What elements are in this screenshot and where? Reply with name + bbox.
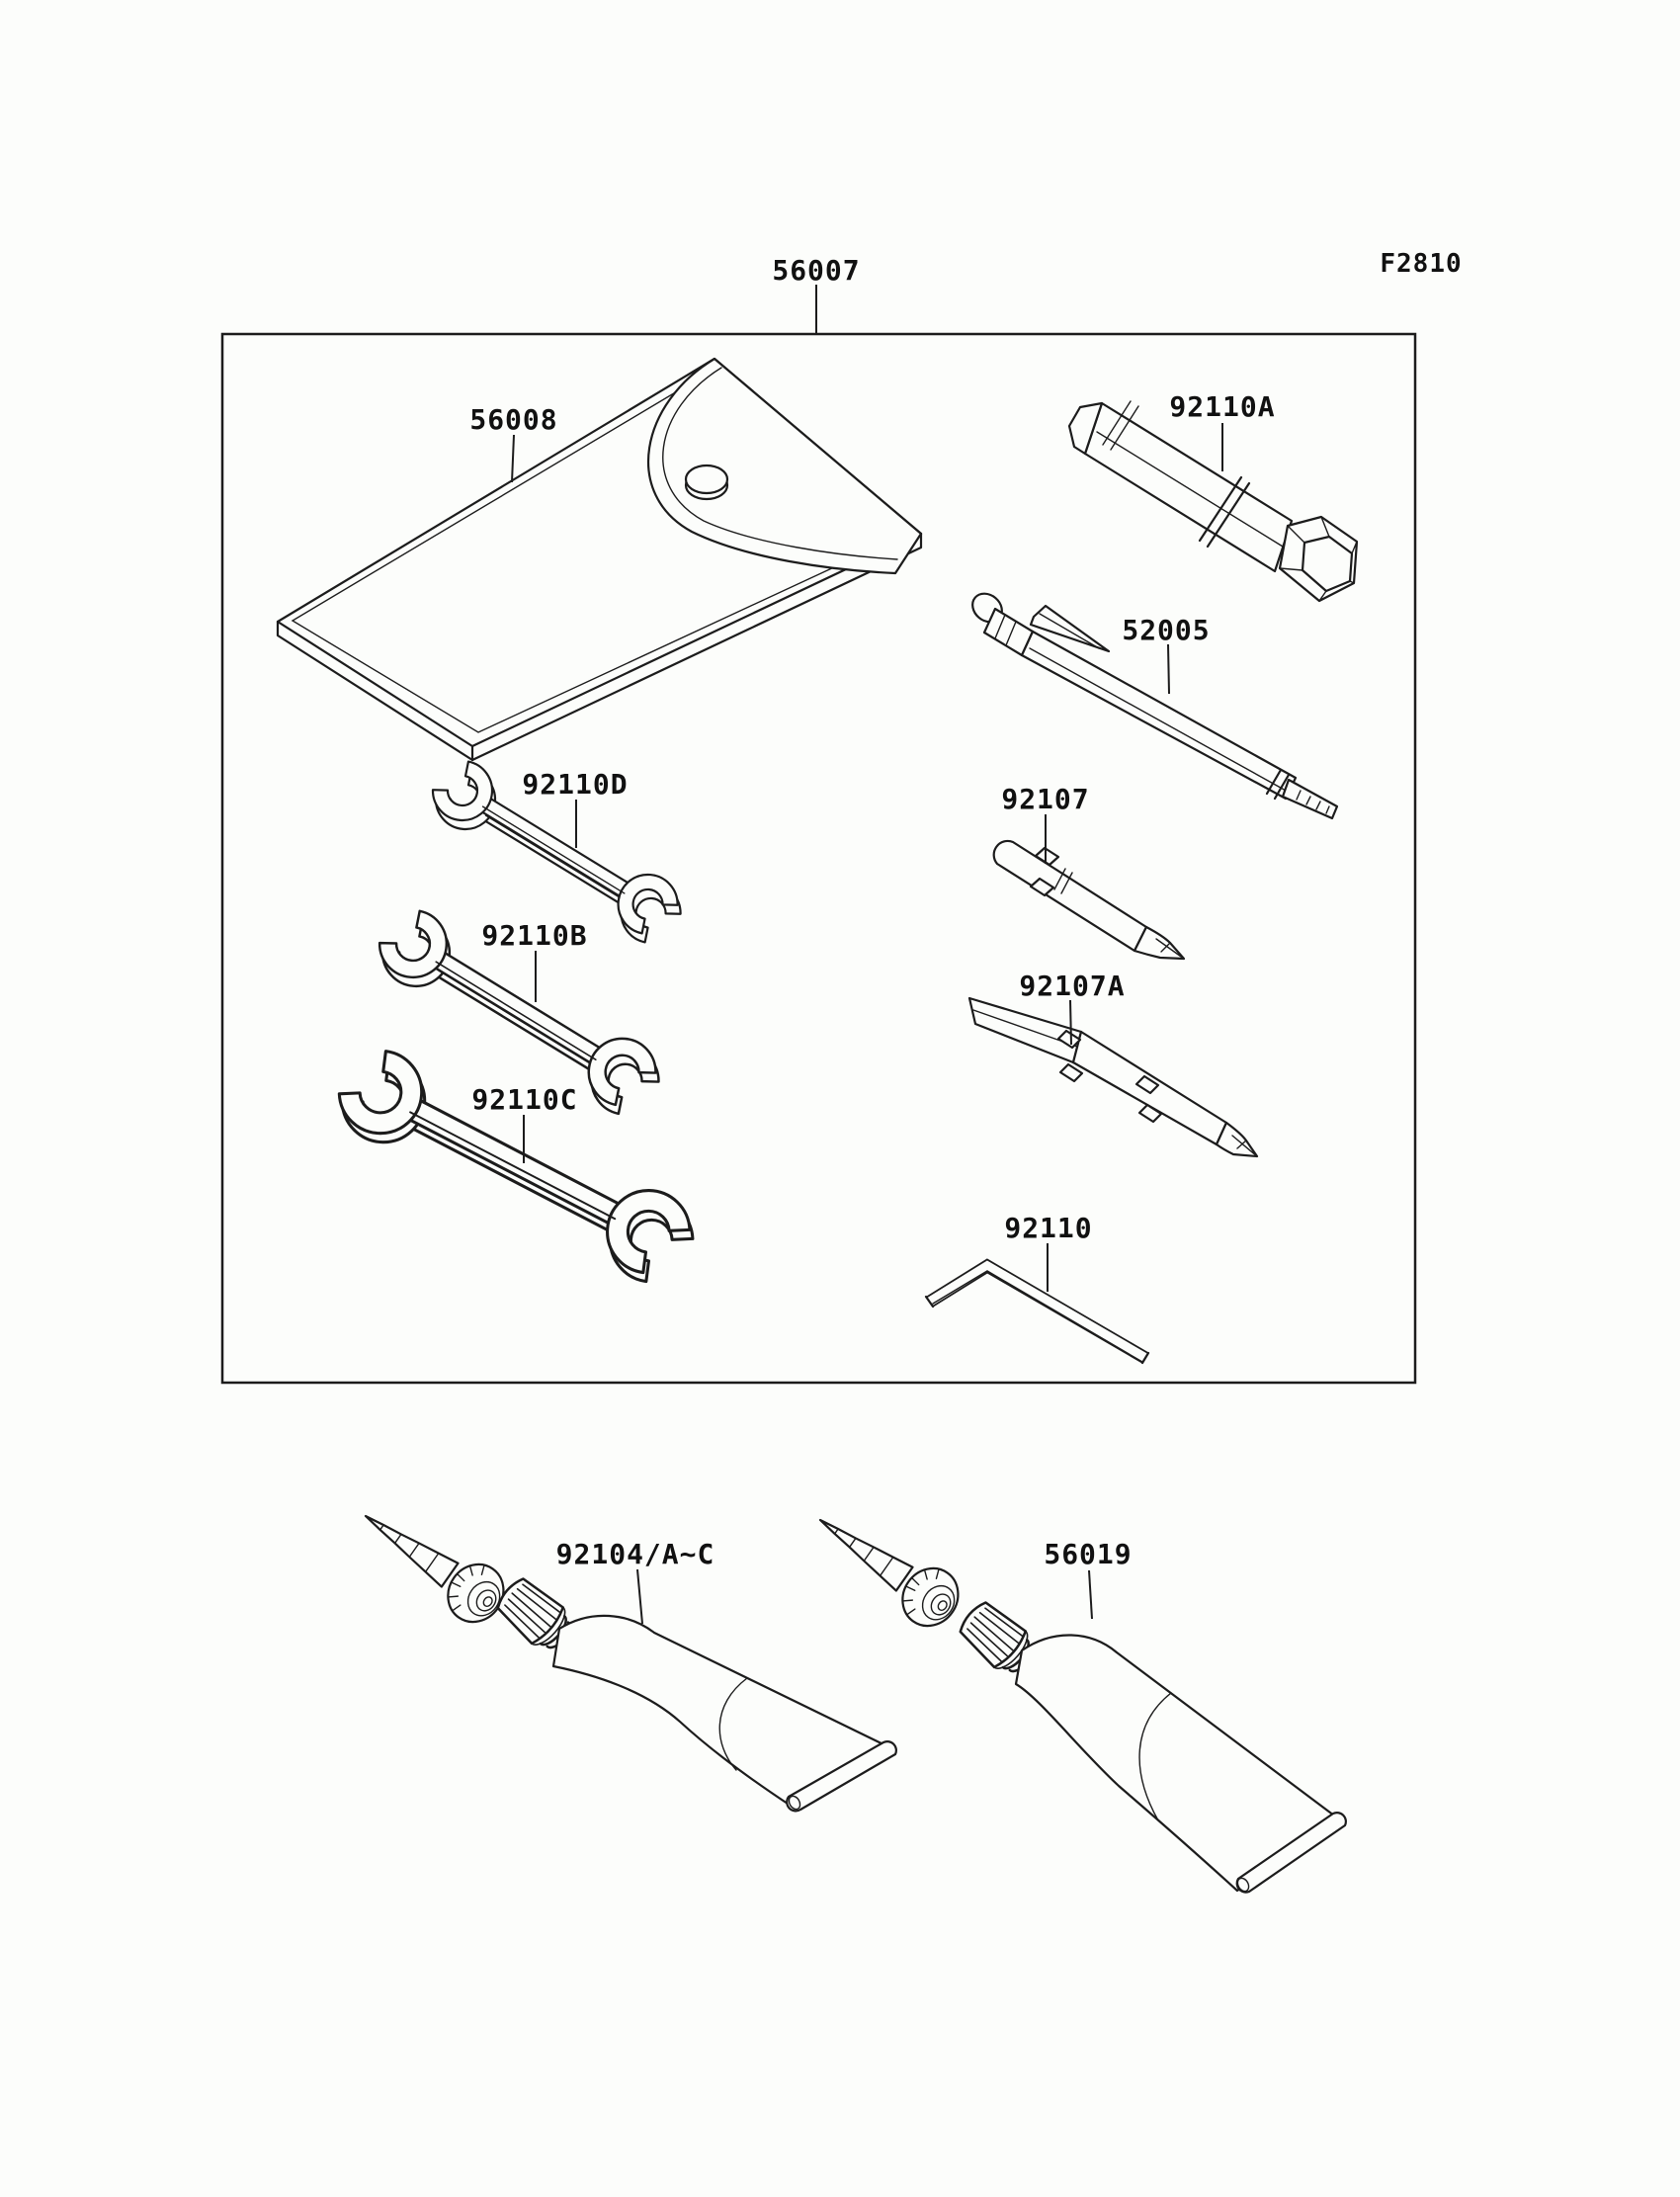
part-label-wrench-medium: 92110B	[481, 919, 588, 952]
leader-gauge-rod	[1168, 644, 1169, 694]
part-label-screwdriver: 92107A	[1019, 970, 1126, 1002]
figure-code-label: F2810	[1380, 249, 1463, 279]
leader-tool-bag	[512, 435, 514, 482]
spark-plug-wrench-drawing	[1069, 401, 1357, 601]
leader-screwdriver	[1070, 1000, 1071, 1045]
part-label-gauge-rod: 52005	[1122, 614, 1211, 646]
tool-bag-drawing	[278, 359, 921, 760]
part-label-toolkit: 56007	[772, 254, 861, 287]
part-label-tube-right: 56019	[1044, 1538, 1133, 1570]
part-label-spark-plug-wrench: 92110A	[1169, 390, 1276, 423]
part-label-wrench-small: 92110D	[522, 768, 629, 801]
part-label-driver-bit: 92107	[1001, 783, 1090, 815]
leader-tube-right	[1089, 1570, 1092, 1619]
part-label-tool-bag: 56008	[469, 403, 558, 436]
part-label-hex-wrench: 92110	[1004, 1212, 1093, 1244]
part-label-wrench-large: 92110C	[471, 1083, 578, 1116]
screwdriver-drawing	[969, 998, 1257, 1156]
leader-tube-left	[637, 1569, 642, 1624]
driver-bit-drawing	[994, 841, 1184, 959]
part-label-tube-left: 92104/A~C	[555, 1538, 715, 1570]
hex-wrench-drawing	[926, 1266, 1148, 1363]
